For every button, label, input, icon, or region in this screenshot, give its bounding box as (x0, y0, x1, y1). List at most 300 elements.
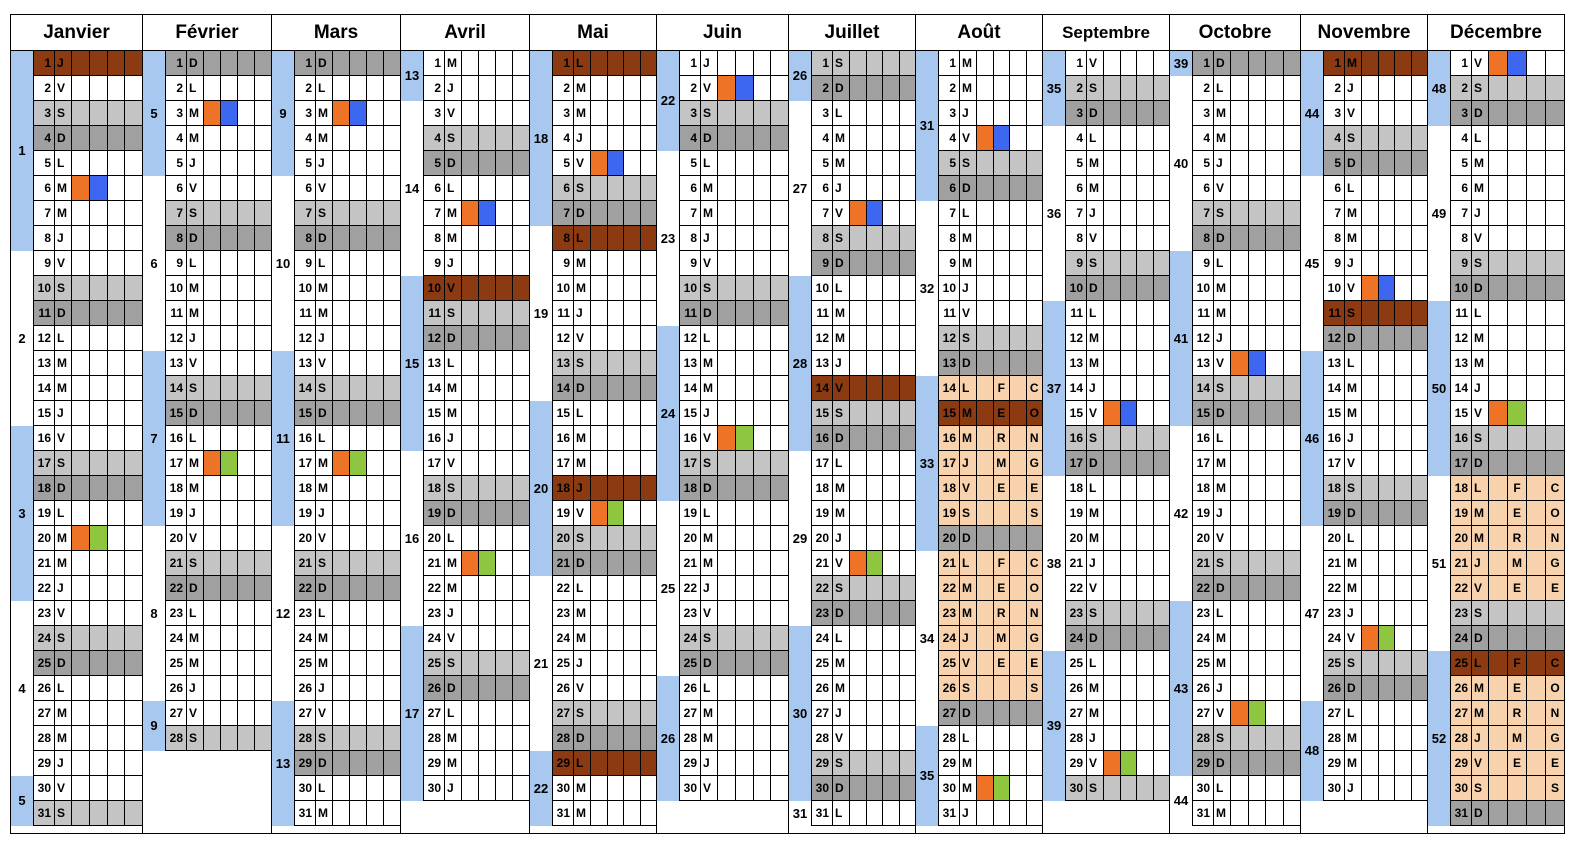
day-slot[interactable] (1411, 51, 1428, 75)
day-slot[interactable] (1230, 151, 1248, 175)
day-row[interactable] (294, 451, 400, 476)
day-slot[interactable] (590, 351, 607, 375)
day-row[interactable] (1450, 351, 1564, 376)
day-row[interactable] (33, 426, 142, 451)
day-row[interactable] (1323, 376, 1427, 401)
day-slot[interactable] (220, 76, 237, 100)
day-slot[interactable] (366, 151, 383, 175)
day-slot[interactable] (735, 176, 753, 200)
day-slot[interactable] (1026, 201, 1043, 225)
day-slot[interactable] (590, 451, 607, 475)
day-slot[interactable] (1411, 451, 1428, 475)
day-slot[interactable] (1120, 626, 1137, 650)
day-slot[interactable] (770, 351, 788, 375)
day-slot[interactable] (1136, 676, 1153, 700)
day-slot[interactable] (717, 676, 735, 700)
day-row[interactable] (1065, 501, 1169, 526)
day-slot[interactable] (461, 51, 478, 75)
day-slot[interactable] (478, 426, 495, 450)
day-row[interactable] (552, 476, 656, 501)
day-slot[interactable] (1265, 601, 1283, 625)
day-slot[interactable] (640, 776, 657, 800)
day-slot[interactable] (1009, 276, 1026, 300)
day-slot[interactable] (332, 476, 349, 500)
day-row[interactable] (938, 201, 1042, 226)
day-slot[interactable] (220, 426, 237, 450)
day-slot[interactable] (1283, 576, 1301, 600)
day-row[interactable] (811, 151, 915, 176)
orange-marker[interactable] (590, 501, 607, 525)
day-slot[interactable] (89, 351, 107, 375)
day-slot[interactable] (976, 576, 993, 600)
day-slot[interactable] (254, 601, 271, 625)
day-slot[interactable] (1283, 676, 1301, 700)
day-slot[interactable] (478, 526, 495, 550)
day-row[interactable] (552, 101, 656, 126)
day-slot[interactable] (1378, 501, 1395, 525)
day-slot[interactable] (1411, 176, 1428, 200)
day-slot[interactable] (495, 676, 512, 700)
day-slot[interactable] (640, 176, 657, 200)
day-slot[interactable] (71, 426, 89, 450)
day-slot[interactable] (366, 501, 383, 525)
day-slot[interactable] (124, 401, 142, 425)
day-slot[interactable] (1265, 401, 1283, 425)
day-slot[interactable] (866, 126, 883, 150)
day-slot[interactable] (899, 101, 916, 125)
day-slot[interactable] (1009, 501, 1026, 525)
day-slot[interactable] (1488, 601, 1507, 625)
day-row[interactable] (1192, 551, 1300, 576)
day-slot[interactable] (770, 701, 788, 725)
day-slot[interactable] (753, 776, 771, 800)
day-slot[interactable] (332, 76, 349, 100)
day-slot[interactable] (1265, 326, 1283, 350)
day-slot[interactable] (717, 576, 735, 600)
day-slot[interactable] (203, 651, 220, 675)
day-slot[interactable] (107, 501, 125, 525)
day-slot[interactable] (1526, 176, 1545, 200)
day-row[interactable] (423, 776, 529, 801)
day-slot[interactable] (383, 101, 400, 125)
day-slot[interactable] (590, 276, 607, 300)
day-slot[interactable] (1230, 676, 1248, 700)
day-slot[interactable] (866, 626, 883, 650)
day-row[interactable] (423, 51, 529, 76)
day-slot[interactable] (349, 176, 366, 200)
day-slot[interactable] (993, 101, 1010, 125)
orange-marker[interactable] (461, 201, 478, 225)
day-slot[interactable] (1378, 751, 1395, 775)
day-slot[interactable] (1378, 476, 1395, 500)
day-slot[interactable] (882, 401, 899, 425)
day-slot[interactable] (849, 576, 866, 600)
day-row[interactable] (1450, 201, 1564, 226)
day-slot[interactable] (1153, 251, 1170, 275)
day-row[interactable] (679, 526, 788, 551)
day-slot[interactable] (899, 276, 916, 300)
day-slot[interactable] (332, 576, 349, 600)
day-slot[interactable] (882, 376, 899, 400)
day-slot[interactable] (1026, 301, 1043, 325)
day-slot[interactable] (1378, 226, 1395, 250)
orange-marker[interactable] (849, 551, 866, 575)
day-slot[interactable] (461, 501, 478, 525)
day-slot[interactable] (89, 676, 107, 700)
day-slot[interactable] (1120, 101, 1137, 125)
blue-marker[interactable] (89, 176, 107, 200)
day-slot[interactable] (107, 276, 125, 300)
day-slot[interactable] (254, 226, 271, 250)
day-row[interactable] (423, 426, 529, 451)
day-slot[interactable] (1103, 51, 1120, 75)
day-slot[interactable] (107, 176, 125, 200)
day-row[interactable] (552, 751, 656, 776)
day-row[interactable] (938, 551, 1042, 576)
day-slot[interactable] (107, 126, 125, 150)
day-slot[interactable] (237, 526, 254, 550)
day-slot[interactable] (220, 51, 237, 75)
day-slot[interactable] (124, 226, 142, 250)
day-slot[interactable] (753, 276, 771, 300)
day-slot[interactable] (383, 801, 400, 825)
day-slot[interactable] (1103, 101, 1120, 125)
day-slot[interactable] (1103, 576, 1120, 600)
day-slot[interactable] (770, 776, 788, 800)
day-slot[interactable] (1283, 601, 1301, 625)
day-slot[interactable] (254, 126, 271, 150)
day-slot[interactable] (220, 401, 237, 425)
day-slot[interactable] (237, 651, 254, 675)
day-slot[interactable] (203, 576, 220, 600)
day-row[interactable] (938, 176, 1042, 201)
day-slot[interactable] (1507, 376, 1526, 400)
day-slot[interactable]: S (1026, 676, 1043, 700)
day-slot[interactable] (607, 401, 624, 425)
day-slot[interactable] (849, 326, 866, 350)
day-slot[interactable] (735, 351, 753, 375)
day-slot[interactable] (237, 251, 254, 275)
day-slot[interactable] (1230, 601, 1248, 625)
day-slot[interactable] (1248, 126, 1266, 150)
day-slot[interactable]: G (1026, 451, 1043, 475)
day-row[interactable] (165, 626, 271, 651)
day-slot[interactable] (1026, 251, 1043, 275)
orange-marker[interactable] (590, 151, 607, 175)
day-row[interactable] (294, 551, 400, 576)
day-slot[interactable] (770, 251, 788, 275)
day-slot[interactable] (383, 301, 400, 325)
day-slot[interactable] (1265, 351, 1283, 375)
day-slot[interactable] (71, 301, 89, 325)
day-slot[interactable] (107, 701, 125, 725)
day-row[interactable] (165, 51, 271, 76)
day-row[interactable] (33, 201, 142, 226)
day-slot[interactable] (1265, 251, 1283, 275)
day-slot[interactable] (1507, 201, 1526, 225)
day-row[interactable] (1323, 426, 1427, 451)
day-slot[interactable] (1361, 576, 1378, 600)
day-slot[interactable] (332, 701, 349, 725)
day-slot[interactable] (349, 226, 366, 250)
day-slot[interactable] (1120, 151, 1137, 175)
day-slot[interactable] (107, 451, 125, 475)
day-slot[interactable] (124, 651, 142, 675)
day-slot[interactable] (495, 701, 512, 725)
day-row[interactable] (1065, 551, 1169, 576)
day-slot[interactable] (1378, 576, 1395, 600)
day-row[interactable] (811, 276, 915, 301)
day-row[interactable] (1450, 326, 1564, 351)
day-slot[interactable] (590, 801, 607, 825)
day-slot[interactable] (735, 101, 753, 125)
day-slot[interactable] (882, 326, 899, 350)
day-slot[interactable] (1411, 751, 1428, 775)
day-slot[interactable] (1153, 476, 1170, 500)
day-slot[interactable] (383, 776, 400, 800)
green-marker[interactable] (607, 501, 624, 525)
day-slot[interactable] (899, 526, 916, 550)
day-slot[interactable] (512, 726, 529, 750)
day-slot[interactable] (461, 351, 478, 375)
day-slot[interactable] (512, 176, 529, 200)
day-slot[interactable] (71, 351, 89, 375)
day-slot[interactable] (1526, 551, 1545, 575)
day-slot[interactable] (866, 76, 883, 100)
day-slot[interactable] (478, 451, 495, 475)
green-marker[interactable] (89, 526, 107, 550)
day-slot[interactable] (1526, 101, 1545, 125)
day-slot[interactable] (220, 651, 237, 675)
day-slot[interactable] (640, 501, 657, 525)
day-row[interactable] (1192, 801, 1300, 826)
day-slot[interactable] (717, 401, 735, 425)
day-slot[interactable] (1361, 176, 1378, 200)
day-row[interactable] (938, 276, 1042, 301)
day-slot[interactable] (1153, 176, 1170, 200)
day-slot[interactable] (332, 276, 349, 300)
day-slot[interactable] (1488, 551, 1507, 575)
day-row[interactable] (423, 126, 529, 151)
day-slot[interactable] (770, 551, 788, 575)
day-row[interactable] (33, 651, 142, 676)
day-slot[interactable] (623, 226, 640, 250)
day-slot[interactable] (71, 451, 89, 475)
day-slot[interactable] (1153, 101, 1170, 125)
day-slot[interactable] (1378, 376, 1395, 400)
day-slot[interactable] (478, 401, 495, 425)
day-row[interactable] (165, 376, 271, 401)
day-slot[interactable] (366, 126, 383, 150)
day-row[interactable] (33, 376, 142, 401)
day-slot[interactable] (1153, 601, 1170, 625)
day-slot[interactable] (770, 176, 788, 200)
day-slot[interactable] (976, 101, 993, 125)
day-slot[interactable] (203, 426, 220, 450)
day-slot[interactable] (976, 676, 993, 700)
day-slot[interactable] (735, 326, 753, 350)
day-slot[interactable] (1545, 151, 1564, 175)
day-slot[interactable] (1378, 51, 1395, 75)
day-slot[interactable] (899, 176, 916, 200)
day-slot[interactable] (1136, 726, 1153, 750)
day-slot[interactable] (753, 301, 771, 325)
day-slot[interactable] (461, 701, 478, 725)
day-slot[interactable] (203, 726, 220, 750)
day-slot[interactable] (349, 151, 366, 175)
day-slot[interactable] (89, 551, 107, 575)
day-slot[interactable] (124, 126, 142, 150)
day-row[interactable] (552, 376, 656, 401)
day-slot[interactable] (1283, 276, 1301, 300)
day-slot[interactable] (124, 426, 142, 450)
day-slot[interactable] (383, 726, 400, 750)
day-slot[interactable] (1488, 301, 1507, 325)
day-slot[interactable] (590, 551, 607, 575)
day-slot[interactable] (254, 151, 271, 175)
day-row[interactable] (1065, 476, 1169, 501)
day-slot[interactable] (107, 601, 125, 625)
day-row[interactable] (165, 76, 271, 101)
day-slot[interactable] (1103, 776, 1120, 800)
day-row[interactable] (1065, 201, 1169, 226)
day-slot[interactable] (366, 226, 383, 250)
day-row[interactable] (165, 351, 271, 376)
day-row[interactable] (1192, 51, 1300, 76)
day-row[interactable] (811, 501, 915, 526)
day-slot[interactable] (866, 151, 883, 175)
day-slot[interactable] (1230, 376, 1248, 400)
day-slot[interactable] (1411, 476, 1428, 500)
day-slot[interactable] (640, 226, 657, 250)
day-row[interactable] (1323, 201, 1427, 226)
day-row[interactable] (423, 201, 529, 226)
orange-marker[interactable] (1361, 626, 1378, 650)
day-slot[interactable] (1265, 376, 1283, 400)
day-slot[interactable]: N (1545, 526, 1564, 550)
day-row[interactable] (938, 251, 1042, 276)
day-slot[interactable] (882, 51, 899, 75)
day-row[interactable] (294, 101, 400, 126)
day-slot[interactable] (124, 351, 142, 375)
day-slot[interactable] (1248, 526, 1266, 550)
day-slot[interactable] (1153, 451, 1170, 475)
day-row[interactable] (679, 276, 788, 301)
day-slot[interactable] (993, 326, 1010, 350)
day-row[interactable] (552, 226, 656, 251)
day-slot[interactable] (849, 401, 866, 425)
day-slot[interactable] (1526, 701, 1545, 725)
day-slot[interactable] (1103, 601, 1120, 625)
day-row[interactable] (165, 151, 271, 176)
day-slot[interactable]: E (1026, 651, 1043, 675)
day-slot[interactable] (1488, 376, 1507, 400)
day-row[interactable] (938, 151, 1042, 176)
day-slot[interactable] (849, 676, 866, 700)
day-row[interactable] (1192, 726, 1300, 751)
day-slot[interactable] (1265, 701, 1283, 725)
day-slot[interactable] (1248, 401, 1266, 425)
day-slot[interactable] (1283, 151, 1301, 175)
day-slot[interactable] (124, 326, 142, 350)
day-slot[interactable] (882, 676, 899, 700)
day-row[interactable] (679, 426, 788, 451)
day-slot[interactable] (107, 376, 125, 400)
green-marker[interactable] (866, 551, 883, 575)
day-slot[interactable] (993, 76, 1010, 100)
day-row[interactable] (938, 301, 1042, 326)
day-row[interactable] (294, 626, 400, 651)
day-slot[interactable] (1411, 776, 1428, 800)
day-row[interactable] (165, 676, 271, 701)
day-slot[interactable] (1378, 326, 1395, 350)
day-slot[interactable] (1507, 626, 1526, 650)
day-slot[interactable] (1411, 326, 1428, 350)
day-slot[interactable] (461, 276, 478, 300)
day-slot[interactable] (495, 226, 512, 250)
day-slot[interactable] (770, 476, 788, 500)
day-slot[interactable] (735, 526, 753, 550)
day-slot[interactable] (993, 801, 1010, 825)
day-slot[interactable] (866, 176, 883, 200)
day-slot[interactable]: C (1545, 651, 1564, 675)
day-slot[interactable] (349, 426, 366, 450)
day-row[interactable] (679, 651, 788, 676)
day-slot[interactable] (1526, 576, 1545, 600)
day-slot[interactable] (512, 551, 529, 575)
day-row[interactable] (1192, 126, 1300, 151)
day-slot[interactable] (332, 776, 349, 800)
day-slot[interactable] (1136, 226, 1153, 250)
day-slot[interactable] (607, 801, 624, 825)
day-row[interactable] (679, 451, 788, 476)
day-slot[interactable] (1526, 376, 1545, 400)
day-slot[interactable] (1230, 726, 1248, 750)
day-slot[interactable] (1153, 126, 1170, 150)
day-slot[interactable] (1265, 626, 1283, 650)
day-slot[interactable] (1153, 351, 1170, 375)
day-slot[interactable] (717, 501, 735, 525)
day-row[interactable] (811, 701, 915, 726)
day-slot[interactable] (89, 576, 107, 600)
day-slot[interactable] (461, 476, 478, 500)
day-slot[interactable] (366, 51, 383, 75)
day-slot[interactable] (1526, 776, 1545, 800)
day-slot[interactable] (254, 676, 271, 700)
day-slot[interactable] (640, 701, 657, 725)
day-slot[interactable] (1488, 776, 1507, 800)
day-row[interactable] (1192, 651, 1300, 676)
day-slot[interactable] (976, 301, 993, 325)
day-slot[interactable] (107, 676, 125, 700)
day-slot[interactable] (1411, 501, 1428, 525)
day-slot[interactable] (717, 526, 735, 550)
day-slot[interactable] (623, 401, 640, 425)
day-row[interactable] (938, 751, 1042, 776)
day-row[interactable] (294, 376, 400, 401)
day-row[interactable] (1450, 101, 1564, 126)
day-row[interactable] (294, 276, 400, 301)
day-slot[interactable]: F (993, 551, 1010, 575)
day-row[interactable] (165, 176, 271, 201)
day-slot[interactable] (1361, 776, 1378, 800)
day-row[interactable] (938, 801, 1042, 826)
day-slot[interactable] (623, 376, 640, 400)
day-slot[interactable] (124, 751, 142, 775)
day-slot[interactable] (770, 326, 788, 350)
day-row[interactable] (165, 476, 271, 501)
day-row[interactable] (1192, 201, 1300, 226)
